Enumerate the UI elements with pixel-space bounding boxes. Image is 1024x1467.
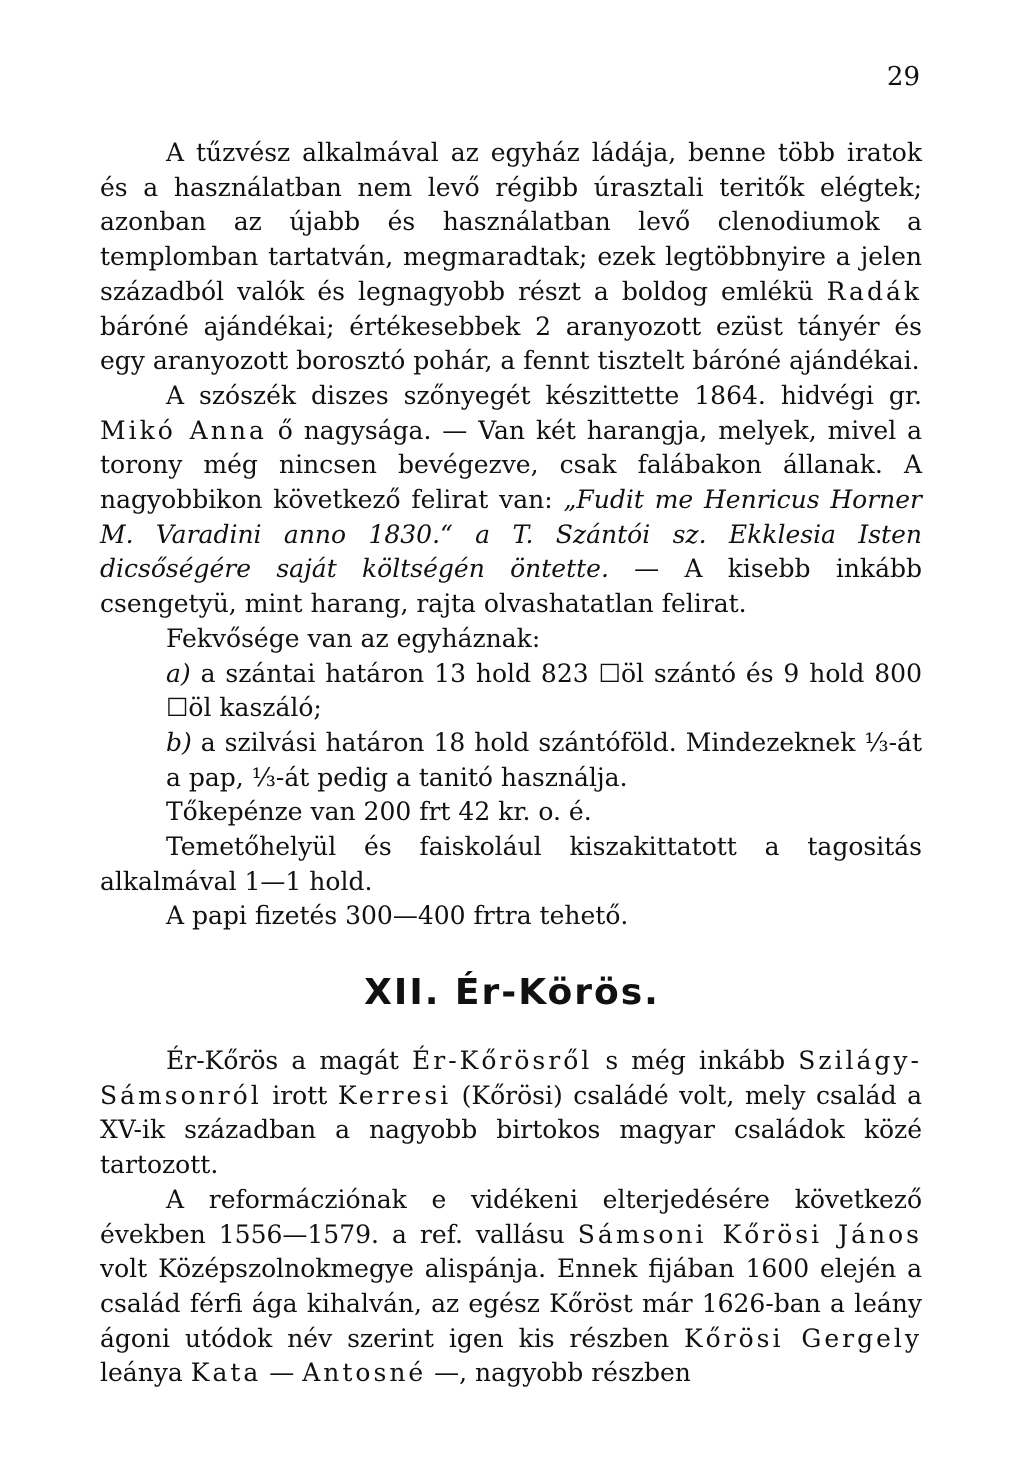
text-run: — A kisebb inkább csengetyü, mint harang, rajta olvashatatlan felirat. bbox=[100, 554, 922, 619]
text-run: a szilvási határon 18 hold szántóföld. Mindezeknek ⅓-át a pap, ⅓-át pedig a tanitó használja. bbox=[166, 727, 922, 792]
lower-text-block bbox=[100, 1044, 922, 1391]
spaced-name: Kőrösi Gergely bbox=[683, 1323, 922, 1353]
text-run: (Kőrösi) családé volt, mely család a XV-ik században a nagyobb birtokos magyar családok közé tartozott. bbox=[100, 1080, 923, 1180]
text-run: a szántai határon 13 hold 823 ☐öl szántó és 9 hold 800 ☐öl kaszáló; bbox=[166, 658, 922, 723]
list-label: a) bbox=[166, 658, 191, 688]
text-run: leánya bbox=[100, 1358, 191, 1388]
text-run: irott bbox=[261, 1080, 338, 1110]
text-run: A tűzvész alkalmával az egyház ládája, benne több iratok és a használatban nem levő régibb úrasztali teritők elégtek; azonban az újabb és használatban levő clenodiumok a templomban tartatván, megmaradtak; ezek legtöbbnyire a jelen századból valók és legnagyobb részt a boldog emlékü bbox=[100, 138, 922, 306]
spaced-name: Radák bbox=[826, 276, 922, 306]
text-run: s még inkább bbox=[592, 1046, 799, 1075]
text-run: Ér-Kőrös a magát bbox=[166, 1046, 413, 1075]
text-run: báróné ajándékai; értékesebbek 2 aranyozott ezüst tányér és egy aranyozott borosztó pohár, a fennt tisztelt báróné ajándékai. bbox=[100, 311, 922, 376]
text-run: — bbox=[261, 1358, 303, 1388]
spaced-name: Antosné bbox=[302, 1358, 427, 1388]
upper-text-block bbox=[100, 136, 922, 934]
paragraph-salary: A papi fizetés 300—400 frtra tehető. bbox=[166, 901, 629, 931]
list-item-a bbox=[100, 657, 922, 726]
paragraph-bells bbox=[100, 379, 922, 622]
spaced-name: Szilágy-Sámsonról bbox=[100, 1046, 922, 1110]
list-label: b) bbox=[166, 727, 192, 757]
spaced-name: Kerresi bbox=[337, 1080, 452, 1110]
text-run: ő nagysága. — Van két harangja, melyek, mivel a torony még nincsen bevégezve, csak falábakon állanak. A nagyobbikon következő felirat van: bbox=[100, 415, 923, 515]
list-item-b bbox=[100, 726, 922, 795]
spaced-name: Mikó Anna bbox=[100, 415, 267, 445]
paragraph-family bbox=[100, 1044, 922, 1183]
section-heading: XII. Ér-Körös. bbox=[364, 972, 660, 1013]
paragraph-capital: Tőkepénze van 200 frt 42 kr. o. é. bbox=[166, 797, 592, 827]
italic-inscription: „Fudit me Henricus Horner M. Varadini anno 1830.“ a T. Szántói sz. Ekklesia Isten dicsőségére saját költségén öntette. bbox=[100, 485, 922, 584]
text-run: A reformácziónak e vidékeni elterjedésére következő években 1556—1579. a ref. vallásu bbox=[100, 1184, 922, 1249]
spaced-name: Kata bbox=[190, 1358, 262, 1388]
paragraph-fire bbox=[100, 136, 922, 379]
page-number: 29 bbox=[886, 62, 920, 92]
spaced-name: Ér-Kőrösről bbox=[412, 1046, 593, 1075]
paragraph-cemetery: Temetőhelyül és faiskolául kiszakittatott a tagositás alkalmával 1—1 hold. bbox=[100, 832, 922, 896]
spaced-name: Sámsoni Kőrösi János bbox=[577, 1219, 922, 1249]
text-run: —, nagyobb részben bbox=[426, 1358, 691, 1388]
text-run: volt Középszolnokmegye alispánja. Ennek fijában 1600 elején a család férfi ága kihalván, az egész Kőröst már 1626-ban a leány ágoni utódok név szerint igen kis részben bbox=[100, 1254, 922, 1353]
text-run: A szószék diszes szőnyegét készittette 1864. hidvégi gr. bbox=[166, 380, 922, 410]
paragraph-reformation bbox=[100, 1183, 922, 1391]
paragraph-property: Fekvősége van az egyháznak: bbox=[166, 623, 541, 653]
